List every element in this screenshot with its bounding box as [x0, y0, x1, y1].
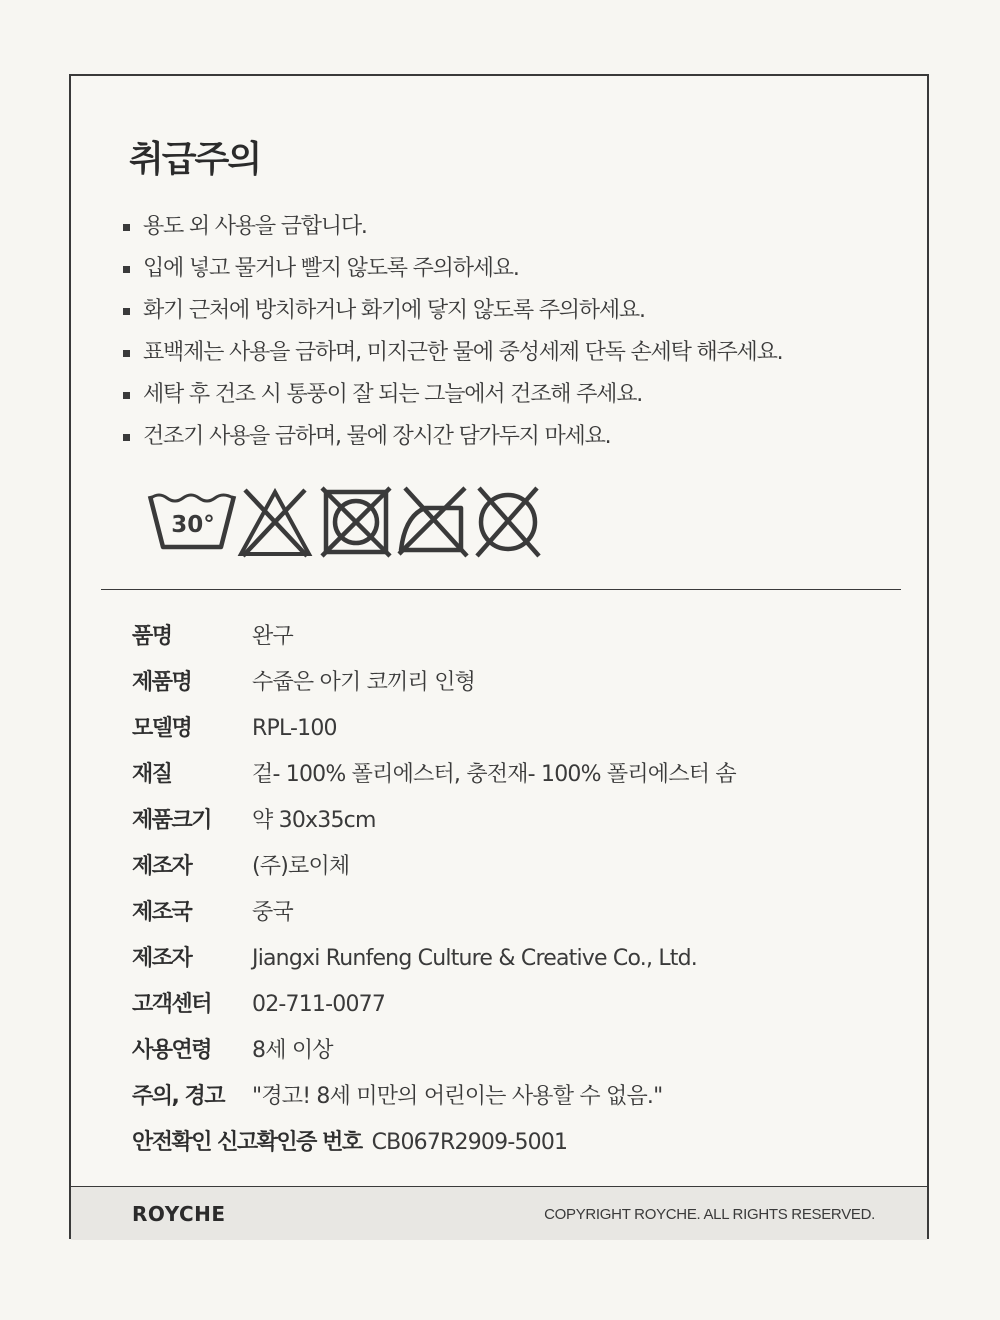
certification-row	[132, 1120, 736, 1166]
care-notice-text: 용도 외 사용을 금합니다.	[143, 214, 367, 239]
product-info-card	[69, 74, 929, 1239]
care-notice-text: 건조기 사용을 금하며, 물에 장시간 담가두지 마세요.	[143, 424, 611, 449]
spec-value: 완구	[252, 624, 293, 649]
care-notice-text: 입에 넣고 물거나 빨지 않도록 주의하세요.	[143, 256, 519, 281]
section-divider	[101, 589, 901, 590]
wash-30-icon	[147, 484, 237, 559]
brand-logo: ROYCHE	[132, 1202, 226, 1226]
spec-row	[132, 1074, 736, 1120]
product-spec-table	[132, 614, 736, 1166]
spec-row	[132, 890, 736, 936]
spec-row	[132, 982, 736, 1028]
spec-value: 02-711-0077	[252, 992, 386, 1017]
care-notice-text: 표백제는 사용을 금하며, 미지근한 물에 중성세제 단독 손세탁 해주세요.	[143, 340, 783, 365]
spec-row	[132, 844, 736, 890]
spec-row	[132, 798, 736, 844]
spec-label: 품명	[132, 624, 172, 649]
spec-value: 겉- 100% 폴리에스터, 충전재- 100% 폴리에스터 솜	[252, 762, 736, 787]
bullet-icon	[123, 350, 130, 357]
spec-row	[132, 752, 736, 798]
spec-row	[132, 706, 736, 752]
bullet-icon	[123, 392, 130, 399]
certification-number: CB067R2909-5001	[371, 1130, 568, 1155]
spec-label: 제품크기	[132, 808, 212, 833]
wash-temp-text: 30°	[171, 512, 215, 538]
certification-label: 안전확인 신고확인증 번호	[132, 1130, 362, 1155]
care-notice-list	[123, 206, 782, 458]
spec-label: 제조자	[132, 854, 192, 879]
spec-label: 주의, 경고	[132, 1084, 225, 1109]
spec-value: 수줍은 아기 코끼리 인형	[252, 670, 476, 695]
spec-row	[132, 936, 736, 982]
care-notice-item	[123, 248, 782, 290]
spec-label: 사용연령	[132, 1038, 212, 1063]
care-notice-item	[123, 374, 782, 416]
bullet-icon	[123, 308, 130, 315]
bullet-icon	[123, 434, 130, 441]
no-bleach-icon	[237, 484, 313, 559]
spec-value: Jiangxi Runfeng Culture & Creative Co., Ltd.	[252, 946, 697, 971]
spec-value: "경고! 8세 미만의 어린이는 사용할 수 없음."	[252, 1084, 663, 1109]
care-symbols	[147, 484, 543, 559]
spec-row	[132, 660, 736, 706]
bullet-icon	[123, 224, 130, 231]
spec-label: 제품명	[132, 670, 192, 695]
care-notice-item	[123, 332, 782, 374]
spec-value: RPL-100	[252, 716, 337, 741]
spec-row	[132, 1028, 736, 1074]
care-notice-item	[123, 416, 782, 458]
no-iron-icon	[395, 484, 471, 559]
spec-value: 약 30x35cm	[252, 808, 376, 833]
spec-value: 중국	[252, 900, 293, 925]
spec-label: 고객센터	[132, 992, 212, 1017]
spec-label: 재질	[132, 762, 172, 787]
spec-label: 제조국	[132, 900, 192, 925]
spec-label: 제조자	[132, 946, 192, 971]
care-title: 취급주의	[129, 139, 261, 180]
care-notice-item	[123, 290, 782, 332]
no-dry-clean-icon	[473, 484, 543, 559]
spec-value: (주)로이체	[252, 854, 350, 879]
bullet-icon	[123, 266, 130, 273]
spec-row	[132, 614, 736, 660]
care-notice-text: 세탁 후 건조 시 통풍이 잘 되는 그늘에서 건조해 주세요.	[143, 382, 643, 407]
footer	[71, 1186, 927, 1240]
copyright-text: COPYRIGHT ROYCHE. ALL RIGHTS RESERVED.	[544, 1206, 875, 1223]
spec-label: 모델명	[132, 716, 192, 741]
care-notice-text: 화기 근처에 방치하거나 화기에 닿지 않도록 주의하세요.	[143, 298, 645, 323]
care-notice-item	[123, 206, 782, 248]
spec-value: 8세 이상	[252, 1038, 333, 1063]
no-tumble-dry-icon	[317, 484, 395, 559]
